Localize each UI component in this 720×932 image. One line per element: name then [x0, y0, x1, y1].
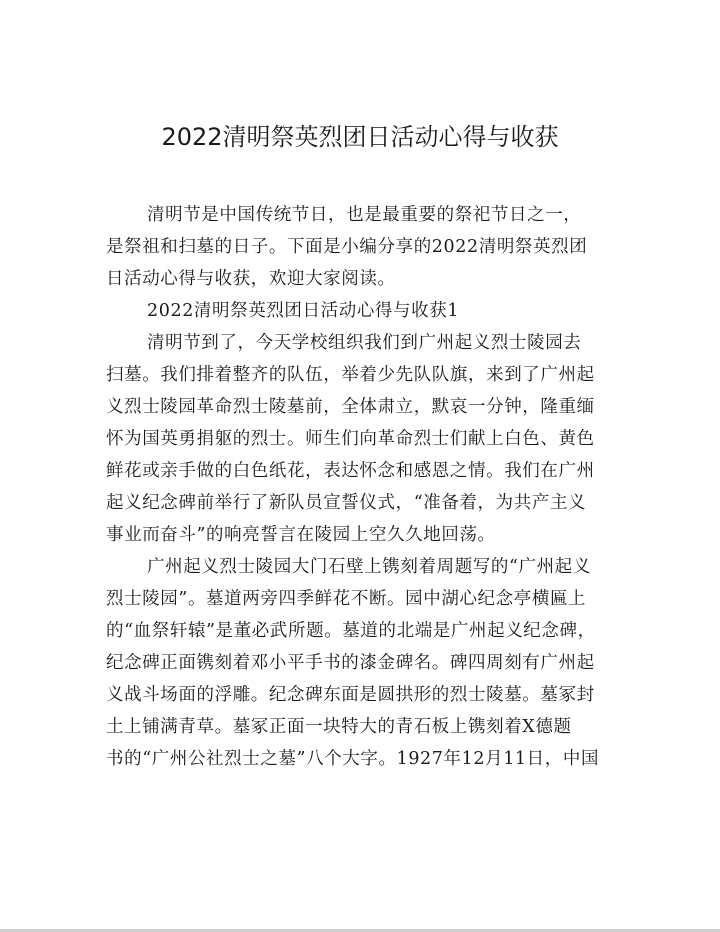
paragraph-line: 扫墓。我们排着整齐的队伍，举着少先队队旗，来到了广州起 — [106, 365, 595, 385]
paragraph-line: 清明节到了，今天学校组织我们到广州起义烈士陵园去 — [147, 333, 582, 353]
paragraph-line: 的“血祭轩辕”是董必武所题。墓道的北端是广州起义纪念碑， — [106, 621, 596, 641]
document-body — [106, 199, 616, 775]
paragraph-line: 纪念碑正面镌刻着邓小平手书的漆金碑名。碑四周刻有广州起 — [106, 653, 595, 673]
paragraph-line: 是祭祖和扫墓的日子。下面是小编分享的2022清明祭英烈团 — [106, 237, 588, 257]
paragraph-line: 书的“广州公社烈士之墓”八个大字。1927年12月11日，中国 — [106, 749, 600, 769]
section-heading: 2022清明祭英烈团日活动心得与收获1 — [147, 301, 460, 321]
paragraph-line: 义战斗场面的浮雕。纪念碑东面是圆拱形的烈士陵墓。墓冢封 — [106, 685, 595, 705]
paragraph-line: 起义纪念碑前举行了新队员宣誓仪式，“准备着，为共产主义 — [106, 493, 587, 513]
paragraph-line: 事业而奋斗”的响亮誓言在陵园上空久久地回荡。 — [106, 525, 496, 545]
paragraph-line: 土上铺满青草。墓冢正面一块特大的青石板上镌刻着X德题 — [106, 717, 572, 737]
paragraph-line: 鲜花或亲手做的白色纸花，表达怀念和感恩之情。我们在广州 — [106, 461, 595, 481]
paragraph-line: 日活动心得与收获，欢迎大家阅读。 — [106, 269, 396, 289]
paragraph-line: 清明节是中国传统节日，也是最重要的祭祀节日之一， — [147, 205, 582, 225]
paragraph-line: 烈士陵园”。墓道两旁四季鲜花不断。园中湖心纪念亭横匾上 — [106, 589, 587, 609]
paragraph-line: 义烈士陵园革命烈士陵墓前，全体肃立，默哀一分钟，隆重缅 — [106, 397, 595, 417]
paragraph-line: 怀为国英勇捐躯的烈士。师生们向革命烈士们献上白色、黄色 — [106, 429, 595, 449]
document-title: 2022清明祭英烈团日活动心得与收获 — [161, 123, 559, 151]
paragraph-line: 广州起义烈士陵园大门石壁上镌刻着周题写的“广州起义 — [147, 557, 591, 577]
